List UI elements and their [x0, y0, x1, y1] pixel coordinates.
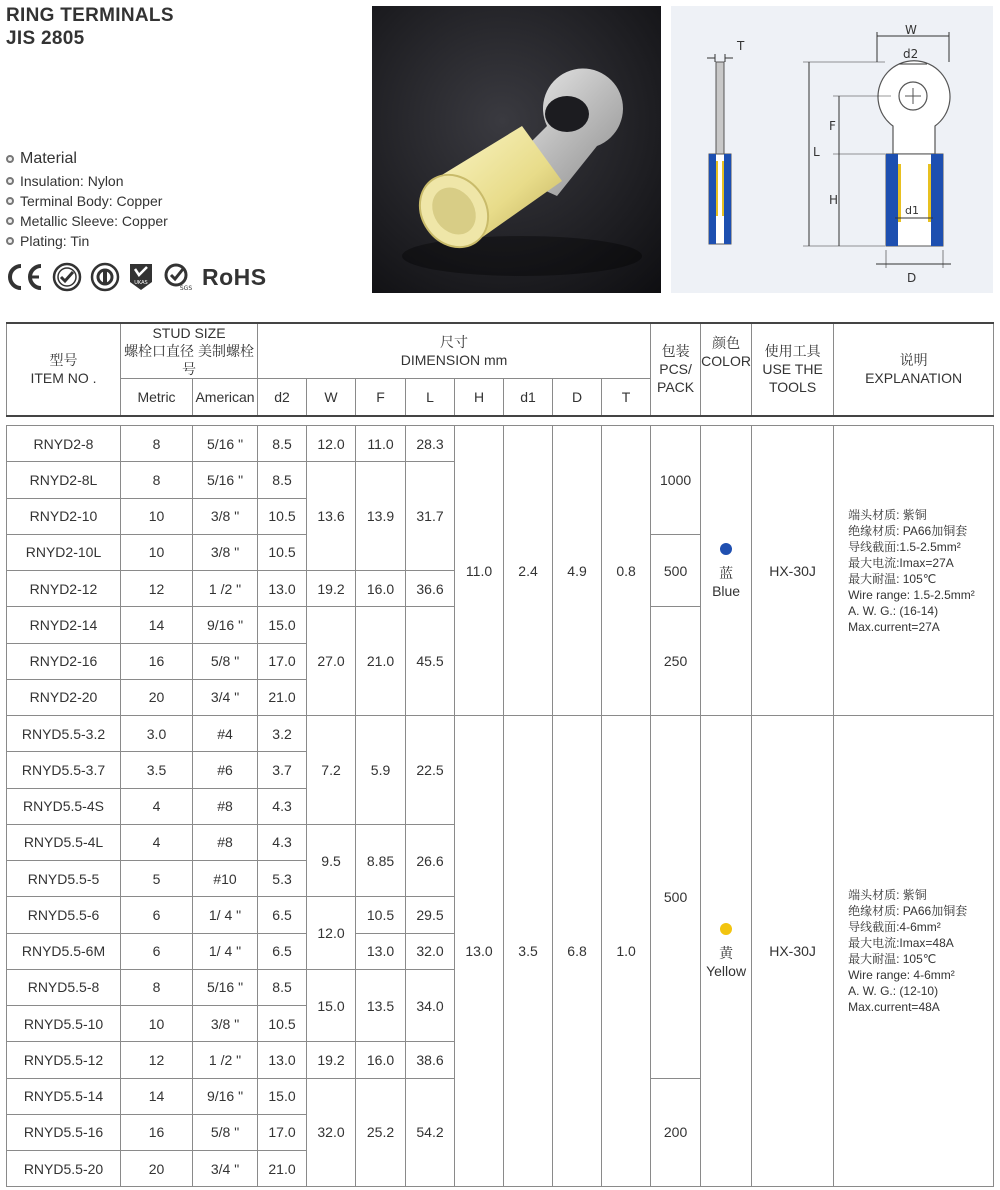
material-item: Plating: Tin: [6, 231, 168, 251]
header-H: H: [455, 379, 504, 416]
spec-table: [6, 322, 994, 1187]
header-metric: Metric: [121, 379, 193, 416]
cell-L: 22.5: [406, 716, 455, 825]
cell-american: 3/4 ": [193, 679, 258, 715]
cell-metric: 16: [121, 1114, 193, 1150]
header-explanation: 说明 EXPLANATION: [834, 323, 994, 416]
cell-item: RNYD5.5-3.7: [7, 752, 121, 788]
quality-seal-icon: [90, 262, 120, 292]
bullet-icon: [6, 177, 14, 185]
cell-pack: 500: [651, 534, 701, 607]
cell-item: RNYD5.5-16: [7, 1114, 121, 1150]
cell-metric: 8: [121, 969, 193, 1005]
product-photo: [372, 6, 661, 293]
header-W: W: [307, 379, 356, 416]
cell-american: #6: [193, 752, 258, 788]
cell-american: 3/8 ": [193, 534, 258, 570]
material-list: [6, 147, 168, 251]
cell-d2: 10.5: [258, 498, 307, 534]
cell-american: 3/8 ": [193, 498, 258, 534]
material-heading: Material: [6, 147, 168, 171]
label-W: W: [905, 23, 917, 37]
cell-american: 1 /2 ": [193, 571, 258, 607]
cell-W: 27.0: [307, 607, 356, 716]
label-F: F: [829, 119, 836, 133]
cell-d2: 21.0: [258, 1151, 307, 1187]
cell-american: 3/4 ": [193, 1151, 258, 1187]
header-item-no: 型号 ITEM NO .: [7, 323, 121, 416]
label-d2: d2: [903, 47, 919, 61]
cell-item: RNYD5.5-4L: [7, 824, 121, 860]
cell-W: 19.2: [307, 1042, 356, 1078]
cell-d2: 10.5: [258, 1006, 307, 1042]
cell-T: 1.0: [602, 716, 651, 1187]
cell-d2: 6.5: [258, 897, 307, 933]
cell-item: RNYD5.5-4S: [7, 788, 121, 824]
cell-L: 38.6: [406, 1042, 455, 1078]
cell-H: 11.0: [455, 426, 504, 716]
page-title: [6, 4, 174, 50]
cell-american: 5/8 ": [193, 1114, 258, 1150]
rohs-logo: RoHS: [202, 263, 267, 290]
cell-F: 21.0: [356, 607, 406, 716]
header-L: L: [406, 379, 455, 416]
cell-american: 1 /2 ": [193, 1042, 258, 1078]
label-L: L: [813, 145, 820, 159]
bullet-icon: [6, 197, 14, 205]
cell-L: 34.0: [406, 969, 455, 1042]
cell-D: 4.9: [553, 426, 602, 716]
cell-metric: 8: [121, 462, 193, 498]
cell-d2: 13.0: [258, 571, 307, 607]
cell-W: 32.0: [307, 1078, 356, 1187]
cell-d2: 3.7: [258, 752, 307, 788]
cell-pack: 250: [651, 607, 701, 716]
cell-d1: 2.4: [504, 426, 553, 716]
yellow-dot-icon: [720, 923, 732, 935]
cell-W: 13.6: [307, 462, 356, 571]
bullet-icon: [6, 155, 14, 163]
cell-L: 32.0: [406, 933, 455, 969]
cell-american: 5/8 ": [193, 643, 258, 679]
svg-text:UKAS: UKAS: [134, 280, 148, 286]
cell-d1: 3.5: [504, 716, 553, 1187]
cell-item: RNYD2-14: [7, 607, 121, 643]
cell-american: 5/16 ": [193, 462, 258, 498]
cell-L: 45.5: [406, 607, 455, 716]
bullet-icon: [6, 237, 14, 245]
header-american: American: [193, 379, 258, 416]
cell-metric: 3.0: [121, 716, 193, 752]
blue-dot-icon: [720, 543, 732, 555]
table-row: [7, 426, 994, 462]
cell-metric: 4: [121, 788, 193, 824]
cell-metric: 16: [121, 643, 193, 679]
cell-color: 黄 Yellow: [701, 716, 752, 1187]
cell-american: 9/16 ": [193, 607, 258, 643]
cell-F: 16.0: [356, 1042, 406, 1078]
cell-pack: 500: [651, 716, 701, 1079]
cell-item: RNYD2-16: [7, 643, 121, 679]
cell-american: 1/ 4 ": [193, 897, 258, 933]
cell-metric: 6: [121, 933, 193, 969]
cell-pack: 1000: [651, 426, 701, 535]
cell-item: RNYD5.5-10: [7, 1006, 121, 1042]
cell-F: 10.5: [356, 897, 406, 933]
cell-item: RNYD2-20: [7, 679, 121, 715]
cell-d2: 13.0: [258, 1042, 307, 1078]
cell-D: 6.8: [553, 716, 602, 1187]
cell-L: 36.6: [406, 571, 455, 607]
header-gap: [7, 416, 994, 426]
cell-item: RNYD5.5-6: [7, 897, 121, 933]
cell-L: 54.2: [406, 1078, 455, 1187]
label-T: T: [737, 39, 745, 53]
technical-drawing: [671, 6, 993, 293]
cell-explanation: 端头材质: 紫铜 绝缘材质: PA66加铜套 导线截面:4-6mm² 最大电流:Imax=48A 最大耐温: 105℃ Wire range: 4-6mm² A. W. G.: (12-10) Max.current=48A: [834, 716, 994, 1187]
cell-F: 13.0: [356, 933, 406, 969]
cell-d2: 6.5: [258, 933, 307, 969]
cell-explanation: 端头材质: 紫铜 绝缘材质: PA66加铜套 导线截面:1.5-2.5mm² 最大电流:Imax=27A 最大耐温: 105℃ Wire range: 1.5-2.5mm² A. W. G.: (16-14) Max.current=27A: [834, 426, 994, 716]
label-H: H: [829, 193, 839, 207]
header-stud-size: STUD SIZE 螺栓口直径 美制螺栓号: [121, 323, 258, 379]
cell-item: RNYD5.5-8: [7, 969, 121, 1005]
cell-W: 12.0: [307, 897, 356, 970]
cell-metric: 4: [121, 824, 193, 860]
cell-item: RNYD2-10: [7, 498, 121, 534]
cell-d2: 21.0: [258, 679, 307, 715]
cell-metric: 10: [121, 1006, 193, 1042]
cell-F: 13.5: [356, 969, 406, 1042]
material-item: Insulation: Nylon: [6, 171, 168, 191]
cell-american: 5/16 ": [193, 969, 258, 1005]
cell-item: RNYD5.5-20: [7, 1151, 121, 1187]
cell-tool: HX-30J: [752, 426, 834, 716]
cell-american: #4: [193, 716, 258, 752]
cell-metric: 12: [121, 571, 193, 607]
header-color: 颜色 COLOR: [701, 323, 752, 416]
cell-metric: 6: [121, 897, 193, 933]
cell-american: 3/8 ": [193, 1006, 258, 1042]
header-dimension: 尺寸 DIMENSION mm: [258, 323, 651, 379]
cell-L: 26.6: [406, 824, 455, 897]
cell-american: 5/16 ": [193, 426, 258, 462]
cell-american: 9/16 ": [193, 1078, 258, 1114]
cell-F: 16.0: [356, 571, 406, 607]
cell-d2: 15.0: [258, 1078, 307, 1114]
cell-pack: 200: [651, 1078, 701, 1187]
header-d2: d2: [258, 379, 307, 416]
cell-item: RNYD2-8L: [7, 462, 121, 498]
cell-item: RNYD5.5-5: [7, 861, 121, 897]
cell-F: 25.2: [356, 1078, 406, 1187]
cell-L: 28.3: [406, 426, 455, 462]
check-seal-icon: [52, 262, 82, 292]
svg-text:SGS: SGS: [179, 285, 193, 292]
cell-item: RNYD5.5-12: [7, 1042, 121, 1078]
cell-d2: 15.0: [258, 607, 307, 643]
header-D: D: [553, 379, 602, 416]
cell-metric: 10: [121, 498, 193, 534]
header-F: F: [356, 379, 406, 416]
cell-metric: 8: [121, 426, 193, 462]
certification-logos: [6, 262, 267, 292]
cell-d2: 8.5: [258, 426, 307, 462]
header-pack: 包装 PCS/ PACK: [651, 323, 701, 416]
cell-W: 12.0: [307, 426, 356, 462]
cell-F: 13.9: [356, 462, 406, 571]
cell-d2: 8.5: [258, 462, 307, 498]
cell-d2: 4.3: [258, 824, 307, 860]
cell-L: 31.7: [406, 462, 455, 571]
cell-item: RNYD2-12: [7, 571, 121, 607]
header-d1: d1: [504, 379, 553, 416]
cell-tool: HX-30J: [752, 716, 834, 1187]
cell-american: #8: [193, 788, 258, 824]
cell-metric: 20: [121, 679, 193, 715]
cell-W: 9.5: [307, 824, 356, 897]
cell-american: #8: [193, 824, 258, 860]
label-d1: d1: [905, 204, 919, 217]
cell-d2: 10.5: [258, 534, 307, 570]
cell-item: RNYD5.5-3.2: [7, 716, 121, 752]
cell-F: 11.0: [356, 426, 406, 462]
cell-metric: 12: [121, 1042, 193, 1078]
cell-metric: 10: [121, 534, 193, 570]
title-line-1: RING TERMINALS: [6, 5, 174, 26]
cell-d2: 17.0: [258, 643, 307, 679]
cell-W: 19.2: [307, 571, 356, 607]
cell-metric: 14: [121, 607, 193, 643]
cell-item: RNYD5.5-14: [7, 1078, 121, 1114]
cell-metric: 5: [121, 861, 193, 897]
cell-american: 1/ 4 ": [193, 933, 258, 969]
material-item: Terminal Body: Copper: [6, 191, 168, 211]
cell-d2: 3.2: [258, 716, 307, 752]
cell-L: 29.5: [406, 897, 455, 933]
cell-item: RNYD2-10L: [7, 534, 121, 570]
cell-d2: 8.5: [258, 969, 307, 1005]
cell-american: #10: [193, 861, 258, 897]
header-tools: 使用工具 USE THE TOOLS: [752, 323, 834, 416]
cell-color: 蓝 Blue: [701, 426, 752, 716]
cell-H: 13.0: [455, 716, 504, 1187]
cell-W: 7.2: [307, 716, 356, 825]
cell-W: 15.0: [307, 969, 356, 1042]
material-item: Metallic Sleeve: Copper: [6, 211, 168, 231]
cell-metric: 3.5: [121, 752, 193, 788]
cell-T: 0.8: [602, 426, 651, 716]
label-D: D: [907, 271, 917, 285]
cell-F: 5.9: [356, 716, 406, 825]
sgs-seal-icon: [162, 262, 194, 292]
table-row: [7, 716, 994, 752]
bullet-icon: [6, 217, 14, 225]
cell-metric: 14: [121, 1078, 193, 1114]
ce-mark-icon: [6, 262, 44, 292]
cell-d2: 4.3: [258, 788, 307, 824]
cell-item: RNYD5.5-6M: [7, 933, 121, 969]
cell-metric: 20: [121, 1151, 193, 1187]
cell-d2: 5.3: [258, 861, 307, 897]
ring-hole: [545, 96, 589, 132]
cell-item: RNYD2-8: [7, 426, 121, 462]
cell-d2: 17.0: [258, 1114, 307, 1150]
title-line-2: JIS 2805: [6, 28, 85, 49]
ukas-badge-icon: [128, 262, 154, 292]
cell-F: 8.85: [356, 824, 406, 897]
header-T: T: [602, 379, 651, 416]
